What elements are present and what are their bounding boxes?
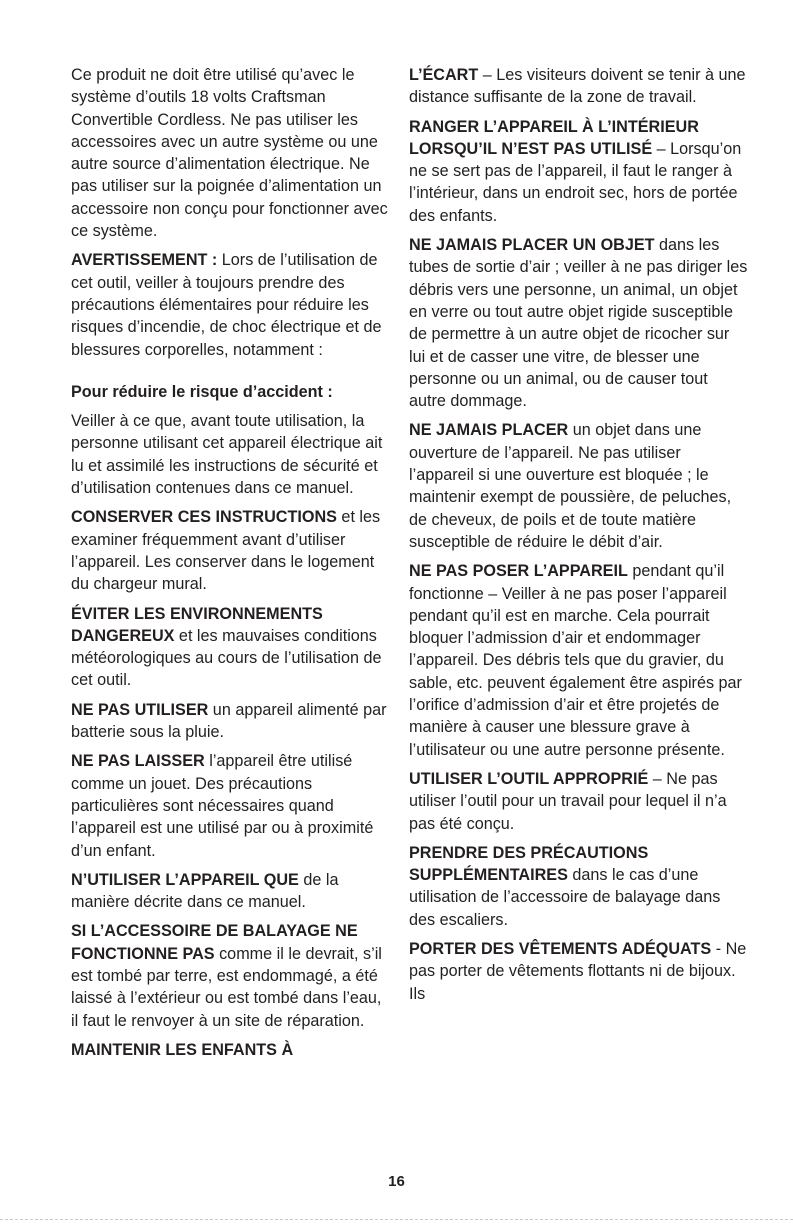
- store-indoors-paragraph: RANGER L’APPAREIL À L’INTÉRIEUR LORSQU’IL N’EST PAS UTILISÉ – Lorsqu’on ne se sert pas de l’appareil, il faut le ranger à l’intérieur, dans un endroit sec, hors de portée des enfants.: [409, 117, 742, 225]
- not-a-toy-paragraph: NE PAS LAISSER l’appareil être utilisé comme un jouet. Des précautions particulières sont nécessaires quand l’appareil est une utilisé par ou à proximité d’un enfant.: [71, 752, 374, 860]
- keep-instructions-paragraph: CONSERVER CES INSTRUCTIONS et les examiner fréquemment avant d’utiliser l’appareil. Les conserver dans le logement du chargeur mural.: [71, 508, 381, 594]
- left-column: [71, 64, 391, 1068]
- malfunction-paragraph: SI L’ACCESSOIRE DE BALAYAGE NE FONCTIONNE PAS comme il le devrait, s’il est tombé par terre, est endommagé, a été laissé à l’extérieur ou est tombé dans l’eau, il faut le renvoyer à un site de réparation.: [71, 922, 382, 1030]
- do-not-use-rain-paragraph: NE PAS UTILISER un appareil alimenté par batterie sous la pluie.: [71, 700, 387, 742]
- read-manual-paragraph: Veiller à ce que, avant toute utilisation, la personne utilisant cet appareil électrique ait lu et assimilé les instructions de sécurité et d’utilisation contenues dans ce manuel.: [71, 412, 383, 498]
- no-object-in-tubes-paragraph: NE JAMAIS PLACER UN OBJET dans les tubes de sortie d’air ; veiller à ne pas diriger les débris vers une personne, un animal, un objet en verre ou tout autre objet rigide susceptible de permettre à un autre objet de ricocher sur lui et de casser une vitre, de blesser une personne ou un animal, ou de causer tout autre dommage.: [409, 236, 748, 411]
- page-number: 16: [388, 1173, 405, 1190]
- stairs-precautions-paragraph: PRENDRE DES PRÉCAUTIONS SUPPLÉMENTAIRES dans le cas d’une utilisation de l’accessoire de balayage dans des escaliers.: [409, 843, 721, 929]
- no-object-in-openings-paragraph: NE JAMAIS PLACER un objet dans une ouverture de l’appareil. Ne pas utiliser l’appareil si une ouverture est bloquée ; le maintenir exempt de poussière, de peluches, de cheveux, de poils et de toute matière susceptible de réduire le débit d’air.: [409, 421, 732, 551]
- use-right-tool-paragraph: UTILISER L’OUTIL APPROPRIÉ – Ne pas utiliser l’outil pour un travail pour lequel il n’a pas été conçu.: [409, 769, 727, 833]
- keep-distance-paragraph: L’ÉCART – Les visiteurs doivent se tenir à une distance suffisante de la zone de travail.: [409, 66, 746, 107]
- warning-heading: AVERTISSEMENT :: [71, 251, 218, 270]
- warning-paragraph: AVERTISSEMENT : Lors de l’utilisation de cet outil, veiller à toujours prendre des précautions élémentaires pour réduire les risques d’incendie, de choc électrique et de blessures corporelles, notamment :: [71, 251, 382, 359]
- proper-clothing-paragraph: PORTER DES VÊTEMENTS ADÉQUATS - Ne pas porter de vêtements flottants ni de bijoux. Ils: [409, 939, 747, 1003]
- avoid-environments-paragraph: ÉVITER LES ENVIRONNEMENTS DANGEREUX et les mauvaises conditions météorologiques au cours de l’utilisation de cet outil.: [71, 604, 382, 690]
- keep-children-heading: MAINTENIR LES ENFANTS À: [71, 1040, 294, 1059]
- accident-risk-heading: Pour réduire le risque d’accident :: [71, 382, 333, 401]
- right-column: [409, 64, 749, 1012]
- intro-paragraph: Ce produit ne doit être utilisé qu’avec le système d’outils 18 volts Craftsman Convertible Cordless. Ne pas utiliser les accessoires avec un autre système ou une autre source d’alimentation électrique. Ne pas utiliser sur la poignée d’alimentation un accessoire non conçu pour fonctionner avec ce système.: [71, 66, 388, 241]
- bottom-divider: [0, 1219, 793, 1220]
- do-not-set-down-paragraph: NE PAS POSER L’APPAREIL pendant qu’il fonctionne – Veiller à ne pas poser l’appareil pendant qu’il est en marche. Cela pourrait bloquer l’admission d’air et endommager l’appareil. Des débris tels que du gravier, du sable, etc. peuvent également être aspirés par l’orifice d’admission d’air et être projetés de manière à causer une blessure grave à l’utilisateur ou une autre personne présente.: [409, 562, 742, 759]
- use-as-described-paragraph: N’UTILISER L’APPAREIL QUE de la manière décrite dans ce manuel.: [71, 870, 339, 912]
